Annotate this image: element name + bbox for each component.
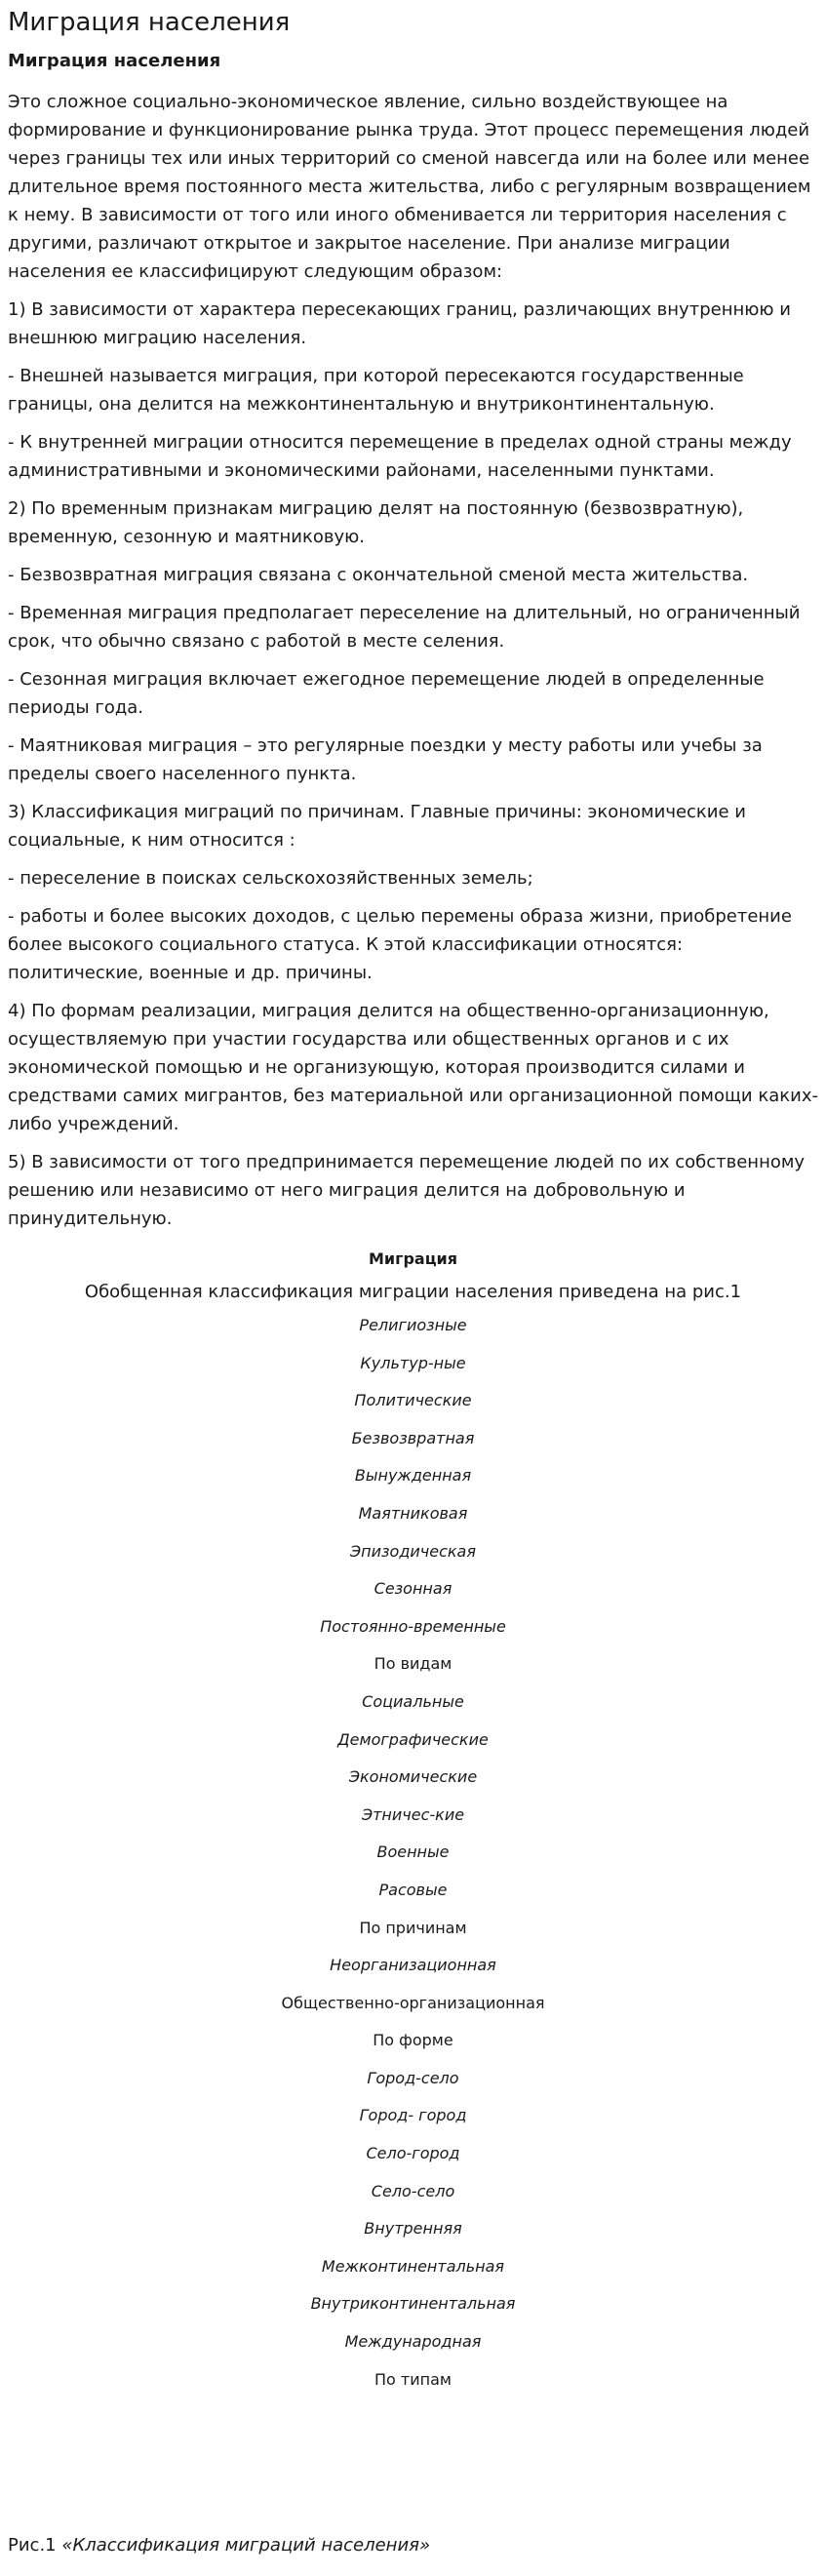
paragraph: 1) В зависимости от характера пересекающих границ, различающих внутреннюю и внешнюю миграцию населения. — [8, 299, 791, 348]
diagram-item: Внутриконтинентальная — [310, 2294, 516, 2314]
diagram-item: По видам — [374, 1654, 452, 1674]
diagram-item: Город- город — [359, 2106, 467, 2125]
paragraph: 2) По временным признакам миграцию делят на постоянную (безвозвратную), временную, сезонную и маятниковую. — [8, 498, 744, 547]
paragraph: 3) Классификация миграций по причинам. Главные причины: экономические и социальные, к ним относится : — [8, 802, 746, 851]
diagram-item: Постоянно-временные — [320, 1616, 506, 1636]
page-title: Миграция населения — [8, 8, 291, 37]
paragraph: - Временная миграция предполагает переселение на длительный, но ограниченный срок, что обычно связано с работой в месте селения. — [8, 603, 801, 652]
diagram-item: По причинам — [359, 1918, 467, 1937]
diagram-item: Военные — [376, 1843, 450, 1862]
diagram-item: По форме — [373, 2031, 453, 2050]
diagram-item: Этничес-кие — [361, 1804, 465, 1824]
figure-caption — [8, 2533, 430, 2558]
diagram-item: Эпизодическая — [350, 1541, 476, 1561]
diagram-item: Сезонная — [374, 1579, 452, 1599]
paragraph: - работы и более высоких доходов, с целью перемены образа жизни, приобретение более высокого социального статуса. К этой классификации относятся: политические, военные и др. причины. — [8, 906, 792, 983]
paragraph: - Маятниковая миграция – это регулярные поездки у месту работы или учебы за пределы своего населенного пункта. — [8, 735, 763, 784]
diagram-item: Безвозвратная — [351, 1428, 475, 1447]
figure-caption-prefix: Рис.1 — [8, 2535, 62, 2556]
diagram-item: Общественно-организационная — [281, 1993, 545, 2012]
paragraph: - К внутренней миграции относится перемещение в пределах одной страны между административными и экономическими районами, населенными пунктами. — [8, 432, 792, 481]
diagram-item: Село-село — [371, 2181, 455, 2200]
diagram-item: Межконтинентальная — [321, 2256, 505, 2276]
body-text — [8, 88, 818, 1233]
paragraph: - Внешней называется миграция, при которой пересекаются государственные границы, она делится на межконтинентальную и внутриконтинентальную. — [8, 366, 744, 415]
diagram-item: Маятниковая — [358, 1503, 468, 1523]
diagram-item: Расовые — [378, 1880, 448, 1899]
diagram-item: По типам — [374, 2369, 452, 2389]
paragraph: 4) По формам реализации, миграция делится на общественно-организационную, осуществляемую при участии государства или общественных органов и с их экономической помощью и не организующую, которая производится силами и средствами самих мигрантов, без материальной или организационной помощи каких-либо учреждений. — [8, 1001, 818, 1134]
diagram-item: Международная — [344, 2332, 482, 2352]
figure-caption-title: «Классификация миграций населения» — [61, 2535, 431, 2556]
diagram-item: Политические — [354, 1391, 472, 1410]
diagram-item: Экономические — [348, 1767, 478, 1787]
section-title: Миграция населения — [8, 51, 221, 71]
paragraph: 5) В зависимости от того предпринимается перемещение людей по их собственному решению или независимо от него миграция делится на добровольную и принудительную. — [8, 1152, 806, 1229]
paragraph: - Сезонная миграция включает ежегодное перемещение людей в определенные периоды года. — [8, 669, 765, 718]
diagram-item: Вынужденная — [354, 1466, 472, 1486]
classification-diagram-list — [8, 1315, 818, 2391]
diagram-item: Социальные — [362, 1691, 464, 1711]
diagram-item: Религиозные — [359, 1316, 467, 1334]
diagram-item: Село-город — [366, 2144, 460, 2163]
diagram-item: Демографические — [337, 1729, 489, 1749]
figure-heading: Миграция — [368, 1249, 458, 1268]
diagram-item: Неорганизационная — [330, 1956, 496, 1975]
paragraph: Это сложное социально-экономическое явление, сильно воздействующее на формирование и функционирование рынка труда. Этот процесс перемещения людей через границы тех или иных территорий со сменой навсегда или на более или менее длительное время постоянного места жительства, либо с регулярным возвращением к нему. В зависимости от того или иного обменивается ли территория населения с другими, различают открытое и закрытое население. При анализе миграции населения ее классифицируют следующим образом: — [8, 92, 811, 282]
diagram-item: Внутренняя — [364, 2219, 462, 2239]
paragraph: - переселение в поисках сельскохозяйственных земель; — [8, 868, 533, 889]
diagram-item: Город-село — [367, 2068, 459, 2087]
paragraph: - Безвозвратная миграция связана с окончательной сменой места жительства. — [8, 565, 749, 585]
diagram-item: Культур-ные — [360, 1353, 466, 1372]
figure-intro: Обобщенная классификация миграции населения приведена на рис.1 — [84, 1282, 742, 1302]
